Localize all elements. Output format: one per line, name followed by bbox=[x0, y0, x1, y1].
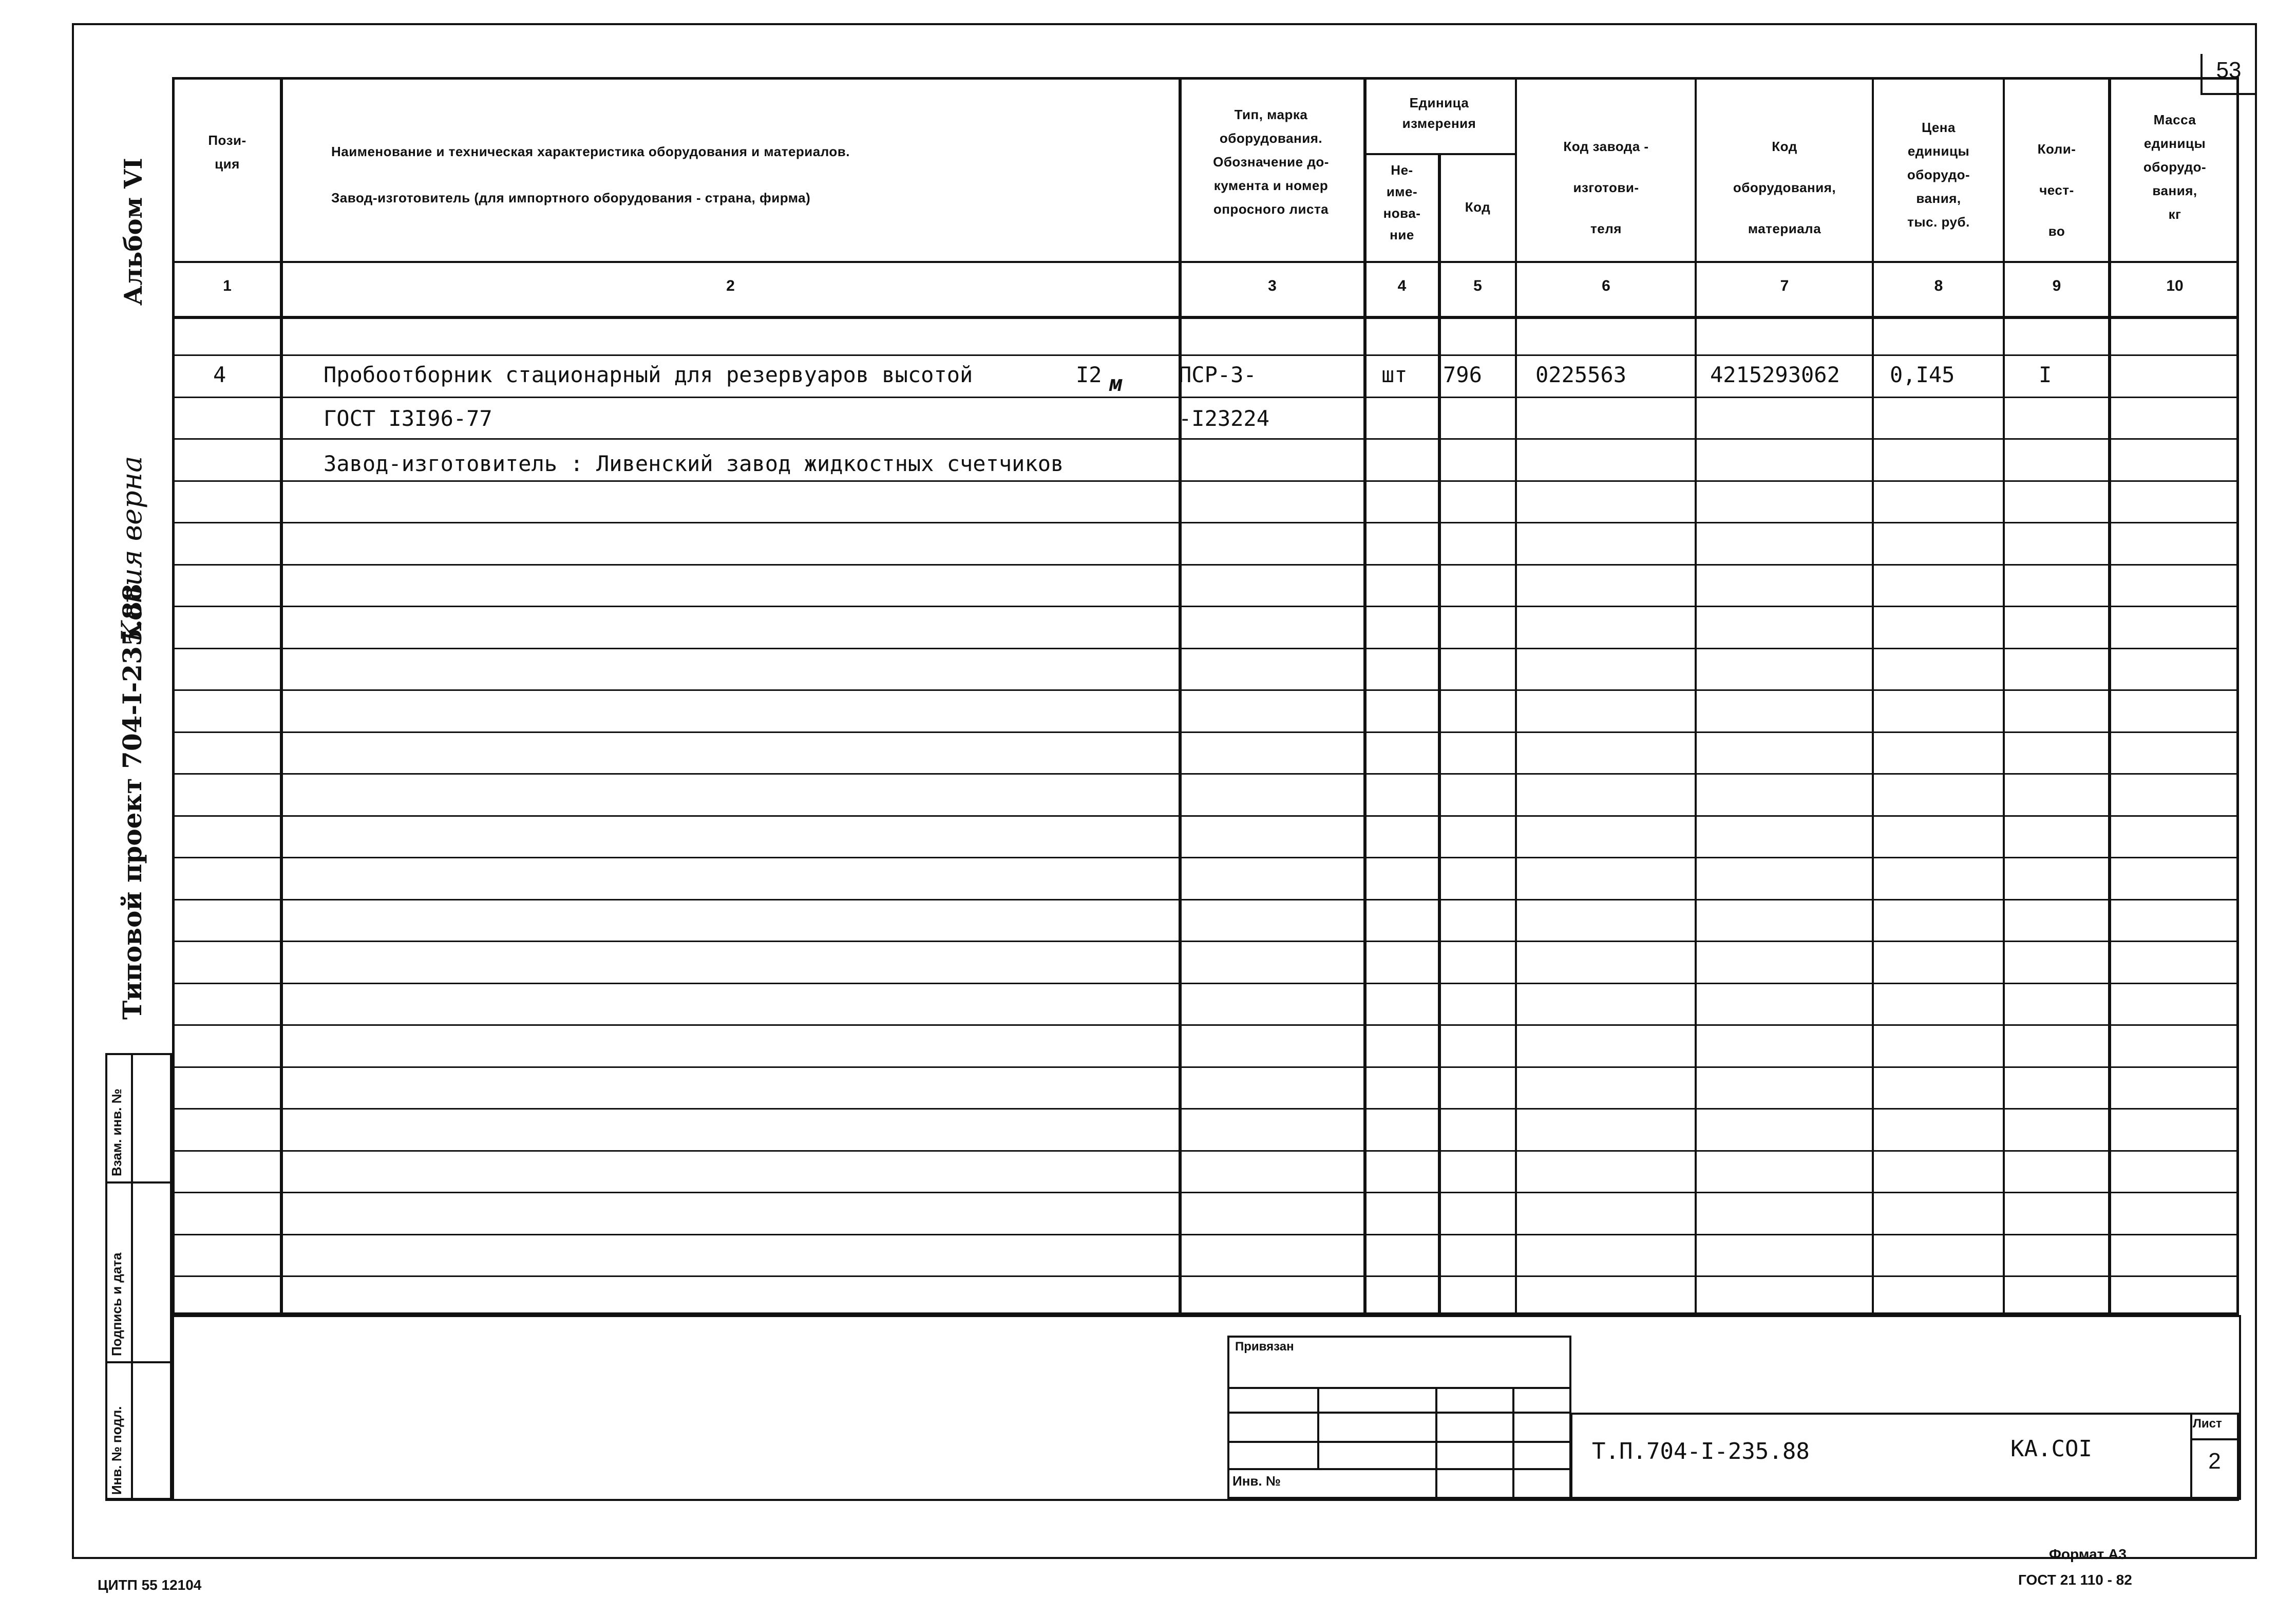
row-line bbox=[172, 983, 2239, 984]
colnum-9: 9 bbox=[2052, 277, 2061, 294]
footer-gost: ГОСТ 21 110 - 82 bbox=[2018, 1572, 2132, 1588]
stamp-replacement-label: Взам. инв. № bbox=[109, 1088, 124, 1176]
sheet-label: Лист bbox=[2193, 1417, 2222, 1431]
attached-line-2 bbox=[1227, 1412, 1571, 1414]
row1-name: Пробоотборник стационарный для резервуаров высотой bbox=[324, 362, 973, 387]
attached-vline-1 bbox=[1317, 1387, 1319, 1468]
colnum-6: 6 bbox=[1602, 277, 1610, 294]
row-line bbox=[172, 731, 2239, 733]
colnum-5: 5 bbox=[1473, 277, 1482, 294]
colnum-10: 10 bbox=[2166, 277, 2184, 294]
stamp-inventory-label: Инв. № подл. bbox=[109, 1406, 124, 1495]
row1-height-value: I2 bbox=[1076, 362, 1102, 387]
row-line bbox=[172, 1024, 2239, 1026]
row1-unit-name: шт bbox=[1381, 362, 1408, 387]
row1-unit-code: 796 bbox=[1443, 362, 1482, 387]
row1-height-unit: м bbox=[1109, 371, 1123, 396]
row1-position: 4 bbox=[213, 362, 226, 387]
attached-label: Привязан bbox=[1235, 1340, 1294, 1354]
header-mass: Масса единицы оборудо- вания, кг bbox=[2143, 112, 2207, 222]
col-line-6 bbox=[1695, 77, 1697, 1315]
row-line bbox=[172, 941, 2239, 942]
sheet-number: 2 bbox=[2208, 1449, 2221, 1474]
colnum-2: 2 bbox=[726, 277, 735, 294]
header-name: Наименование и техническая характеристика оборудования и материалов. Завод-изготовитель (для импортного оборудования - страна, фирма) bbox=[331, 144, 850, 205]
project-label: Типовой проект 704-I-235.88 bbox=[117, 584, 147, 1020]
row-line bbox=[172, 773, 2239, 775]
attached-vline-3 bbox=[1512, 1387, 1514, 1499]
col-line-4 bbox=[1438, 153, 1441, 1315]
row-line bbox=[172, 1066, 2239, 1068]
margin-stamp-line-2 bbox=[105, 1361, 172, 1363]
colnum-7: 7 bbox=[1780, 277, 1789, 294]
header-type: Тип, марка оборудования. Обозначение до- кумента и номер опросного листа bbox=[1213, 107, 1329, 217]
project-designation: Т.П.704-I-235.88 bbox=[1592, 1438, 1810, 1464]
footer-format: Формат А3 bbox=[2049, 1546, 2127, 1562]
title-block-left-line bbox=[172, 1315, 174, 1500]
header-maker-code: Код завода - изготови- теля bbox=[1563, 139, 1649, 236]
row2-name: ГОСТ I3I96-77 bbox=[324, 406, 492, 431]
attached-vline-2 bbox=[1435, 1387, 1437, 1499]
row-line bbox=[172, 857, 2239, 858]
row-line bbox=[172, 606, 2239, 607]
row-line bbox=[172, 648, 2239, 649]
row1-equipment-code: 4215293062 bbox=[1710, 362, 1840, 387]
row1-price: 0,I45 bbox=[1890, 362, 1955, 387]
row-line bbox=[172, 397, 2239, 398]
header-unit-code: Код bbox=[1465, 199, 1491, 215]
stamp-signature-label: Подпись и дата bbox=[109, 1252, 124, 1356]
row-line bbox=[172, 522, 2239, 523]
margin-stamp-line-1 bbox=[105, 1181, 172, 1184]
row-line bbox=[172, 689, 2239, 691]
title-block-right-line bbox=[2239, 1315, 2241, 1500]
row1-type: ПСР-3- bbox=[1179, 362, 1257, 387]
header-unit-group: Единица измерения bbox=[1402, 95, 1476, 131]
colnum-4: 4 bbox=[1397, 277, 1407, 294]
col-line-5 bbox=[1515, 77, 1517, 1315]
header-price: Цена единицы оборудо- вания, тыс. руб. bbox=[1907, 120, 1970, 230]
sheet-divider bbox=[2190, 1413, 2192, 1499]
colnum-1: 1 bbox=[223, 277, 232, 294]
inv-no-label: Инв. № bbox=[1232, 1473, 1281, 1489]
page-number: 53 bbox=[2216, 58, 2242, 83]
col-line-8 bbox=[2003, 77, 2005, 1315]
footer-left: ЦИТП 55 12104 bbox=[98, 1577, 202, 1593]
header-unit-name: Не- име- нова- ние bbox=[1383, 162, 1421, 242]
header-bottom-line bbox=[172, 261, 2239, 263]
row-line bbox=[172, 1192, 2239, 1193]
header-position: Пози- ция bbox=[208, 133, 246, 172]
row-line bbox=[172, 1275, 2239, 1277]
col-line-9 bbox=[2108, 77, 2111, 1315]
copy-note: Копия верна bbox=[116, 456, 148, 642]
row2-type: -I23224 bbox=[1179, 406, 1270, 431]
col-line-1 bbox=[280, 77, 283, 1315]
colnum-8: 8 bbox=[1934, 277, 1943, 294]
row-line bbox=[172, 354, 2239, 356]
row3-name: Завод-изготовитель : Ливенский завод жидкостных счетчиков bbox=[324, 451, 1064, 476]
row-line bbox=[172, 564, 2239, 566]
row-line bbox=[172, 1234, 2239, 1235]
col-line-3 bbox=[1363, 77, 1367, 1315]
title-block-bottom-line bbox=[105, 1499, 2239, 1501]
column-number-line bbox=[172, 316, 2239, 319]
row-line bbox=[172, 899, 2239, 900]
row1-maker-code: 0225563 bbox=[1535, 362, 1627, 387]
attached-line-4 bbox=[1227, 1468, 1571, 1470]
header-equipment-code: Код оборудования, материала bbox=[1733, 139, 1836, 236]
row-line bbox=[172, 1108, 2239, 1110]
row-line bbox=[172, 480, 2239, 482]
sheet-label-line bbox=[2190, 1438, 2239, 1440]
col-line-7 bbox=[1872, 77, 1874, 1315]
document-code: КА.COI bbox=[2010, 1436, 2092, 1462]
title-block-top-line bbox=[172, 1315, 2239, 1317]
attached-line-3 bbox=[1227, 1441, 1571, 1443]
colnum-3: 3 bbox=[1268, 277, 1277, 294]
margin-stamp-divider bbox=[131, 1053, 133, 1500]
row-line bbox=[172, 1150, 2239, 1152]
attached-line-1 bbox=[1227, 1387, 1571, 1389]
header-quantity: Коли- чест- во bbox=[2037, 141, 2076, 239]
row-line bbox=[172, 438, 2239, 440]
row-line bbox=[172, 815, 2239, 817]
col-line-2 bbox=[1179, 77, 1182, 1315]
album-label: Альбом VI bbox=[119, 158, 148, 306]
row1-quantity: I bbox=[2039, 362, 2052, 387]
